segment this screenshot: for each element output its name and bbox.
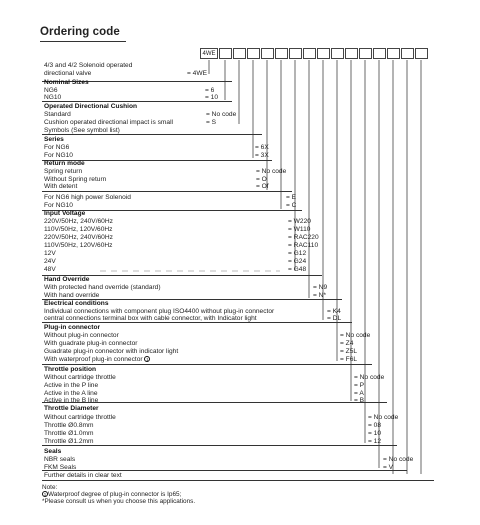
row-label: Further details in clear text — [44, 472, 122, 479]
page-title: Ordering code — [40, 26, 120, 38]
row-label: Guadrate plug-in connector with indicator light — [44, 348, 179, 355]
row-value: = 6X — [255, 144, 269, 151]
section-heading: Throttle Diameter — [44, 405, 99, 412]
row-label: With protected hand override (standard) — [44, 284, 161, 291]
row-label: With hand override — [44, 292, 100, 299]
divider — [42, 364, 372, 365]
section-heading: Electrical conditions — [44, 300, 109, 307]
row-label: For NG10 — [44, 202, 73, 209]
row-value: = Z5L — [340, 348, 358, 355]
row-label: Active in the P line — [44, 382, 99, 389]
row-value: = V — [383, 464, 394, 471]
row-value: = N9 — [313, 284, 328, 291]
note-heading: Note: — [42, 484, 58, 491]
row-value: = B — [354, 397, 365, 404]
section-heading: Input Voltage — [44, 210, 86, 217]
row-label: Throttle Ø0.8mm — [44, 422, 94, 429]
divider — [42, 101, 232, 102]
row-value: = C — [286, 202, 297, 209]
divider — [42, 445, 397, 446]
row-value: = G24 — [288, 258, 307, 265]
row-value: = A — [354, 390, 364, 397]
divider — [42, 191, 292, 192]
row-label: 220V/50Hz, 240V/60Hz — [44, 234, 113, 241]
row-label: Symbols (See symbol list) — [44, 127, 120, 134]
row-value: = RAC220 — [288, 234, 319, 241]
row-label: Throttle Ø1.2mm — [44, 438, 94, 445]
row-label: With detent — [44, 183, 78, 190]
note-marker-icon: 1 — [146, 357, 149, 363]
divider — [42, 470, 407, 471]
row-label: NG10 — [44, 94, 62, 101]
section-heading: Operated Directional Cushion — [44, 103, 138, 110]
row-label-waterproof — [44, 356, 150, 364]
row-value: = G12 — [288, 250, 307, 257]
row-value: = RAC110 — [288, 242, 319, 249]
row-label: 12V — [44, 250, 56, 257]
row-value: = No code — [206, 111, 237, 118]
row-label: Active in the B line — [44, 397, 99, 404]
section-heading: Throttle position — [44, 366, 97, 373]
row-label: With waterproof plug-in connector — [44, 356, 143, 363]
row-value: = 10 — [368, 430, 382, 437]
row-label: Throttle Ø1.0mm — [44, 430, 94, 437]
row-label: 110V/50Hz, 120V/60Hz — [44, 226, 113, 233]
row-value: = K4 — [327, 308, 341, 315]
row-label: FKM Seals — [44, 464, 77, 471]
row-label: Individual connections with component plug ISO4400 without plug-in connector — [44, 308, 275, 315]
section-heading: Nominal Sizes — [44, 79, 89, 86]
row-value: = S — [206, 119, 217, 126]
row-value: = 4WE — [187, 70, 207, 77]
row-value: = Of — [256, 183, 269, 190]
row-label: 220V/50Hz, 240V/60Hz — [44, 218, 113, 225]
section-heading: Seals — [44, 448, 62, 455]
row-value: = W220 — [288, 218, 311, 225]
row-label: Without cartridge throttle — [44, 374, 116, 381]
row-label: NG6 — [44, 87, 58, 94]
row-label: 24V — [44, 258, 56, 265]
row-value: = 3X — [255, 152, 269, 159]
row-label: 4/3 and 4/2 Solenoid operated — [44, 62, 133, 69]
row-value: = No code — [383, 456, 414, 463]
row-label: Standard — [44, 111, 71, 118]
row-value: = Z4 — [340, 340, 354, 347]
section-heading: Hand Override — [44, 276, 90, 283]
row-label: central connections terminal box with cable connector, with Indicator light — [44, 315, 257, 322]
row-label: NBR seals — [44, 456, 76, 463]
row-value: = 08 — [368, 422, 382, 429]
section-heading: Return mode — [44, 160, 85, 167]
row-label: Without cartridge throttle — [44, 414, 116, 421]
row-value: = W110 — [288, 226, 311, 233]
code-box-4we: 4WE — [200, 48, 218, 59]
note-marker-icon: 1 — [43, 492, 47, 498]
row-label: Cushion operated directional impact is small — [44, 119, 174, 126]
row-label: Active in the A line — [44, 390, 98, 397]
row-label: With guadrate plug-in connector — [44, 340, 138, 347]
row-value: = 10 — [205, 94, 219, 101]
row-value: = P — [354, 382, 365, 389]
row-label: 48V — [44, 266, 56, 273]
section-heading: Plug-in connector — [44, 324, 101, 331]
row-value: = O — [256, 176, 267, 183]
row-label: For NG10 — [44, 152, 73, 159]
section-heading: Series — [44, 136, 64, 143]
row-value: = 12 — [368, 438, 382, 445]
row-value: = No code — [256, 168, 287, 175]
note-text: Waterproof degree of plug-in connector is Ip65; — [48, 491, 182, 498]
row-label: For NG6 — [44, 144, 70, 151]
row-label: Spring return — [44, 168, 83, 175]
row-value: = F6L — [340, 356, 358, 363]
row-value: = 6 — [205, 87, 215, 94]
row-label: 110V/50Hz, 120V/60Hz — [44, 242, 113, 249]
row-label: Without Spring return — [44, 176, 107, 183]
row-value: = No code — [354, 374, 385, 381]
row-value: = E — [286, 194, 297, 201]
row-value: = No code — [368, 414, 399, 421]
row-label: directional valve — [44, 70, 92, 77]
note-text: *Please consult us when you choose this applications. — [42, 498, 196, 505]
divider — [42, 480, 434, 481]
row-value: = DL — [327, 315, 342, 322]
row-value: = G48 — [288, 266, 307, 273]
row-value: = N* — [313, 292, 327, 299]
row-value: = No code — [340, 332, 371, 339]
row-label: Without plug-in connector — [44, 332, 119, 339]
row-label: For NG6 high power Solenoid — [44, 194, 131, 201]
